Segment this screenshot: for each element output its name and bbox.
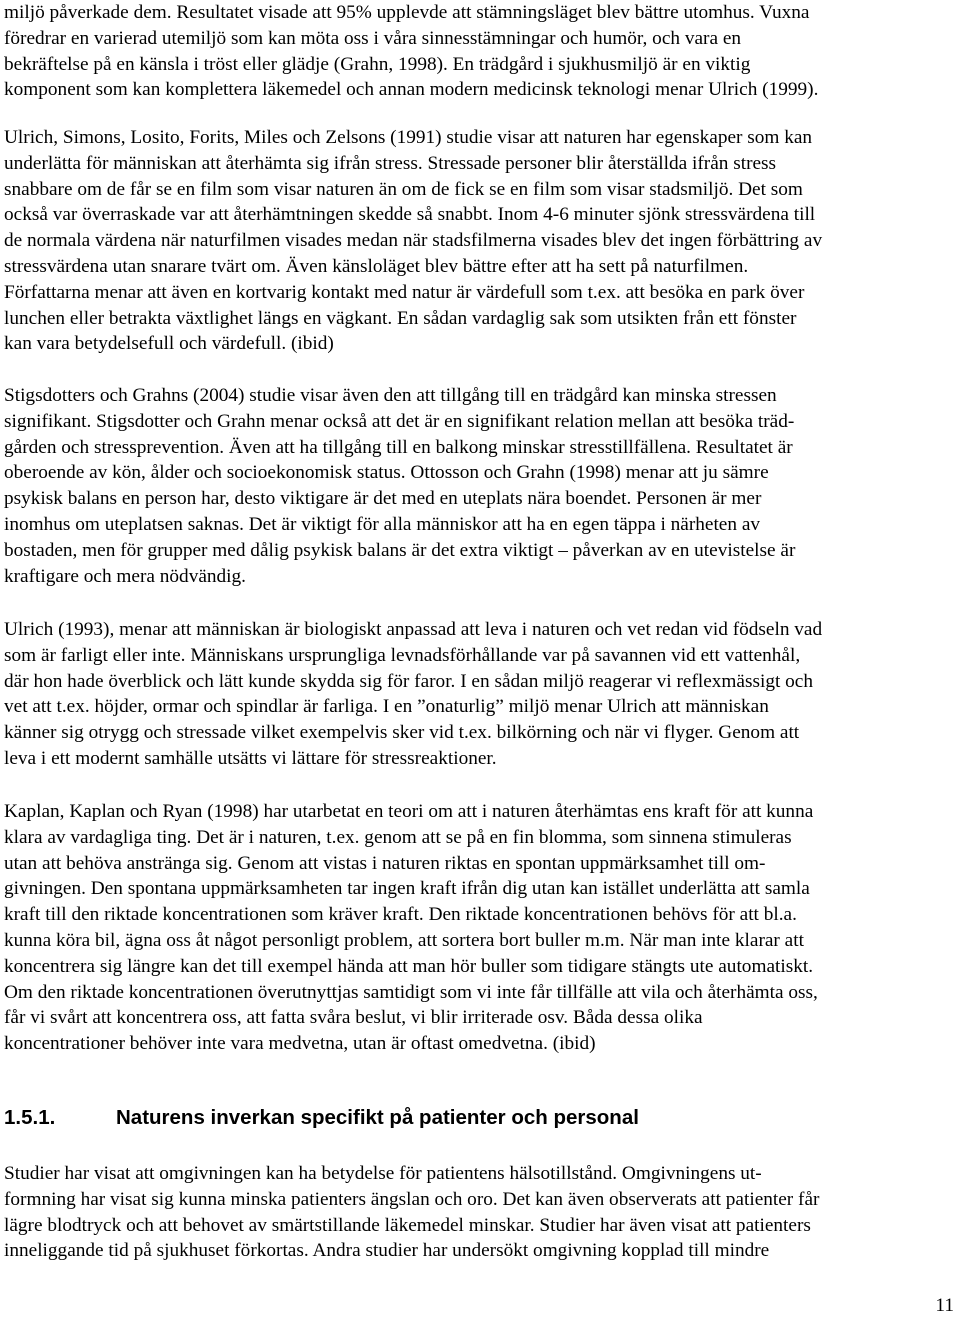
text-line: Ulrich (1993), menar att människan är biologiskt anpassad att leva i naturen och vet redan vid födseln vad [4, 619, 823, 640]
text-line: inneliggande tid på sjukhuset förkortas. Andra studier har undersökt omgivning kopplad till mindre [4, 1240, 770, 1262]
section-heading [4, 1104, 904, 1132]
text-line: miljö påverkade dem. Resultatet visade att 95% upplevde att stämningsläget blev bättre utomhus. Vuxna [4, 2, 810, 23]
paragraph-5 [4, 799, 960, 1057]
paragraph-1 [4, 0, 960, 103]
page-number: 11 [935, 1295, 954, 1316]
text-line: koncentrationer behöver inte vara medvetna, utan är oftast omedvetna. (ibid) [4, 1033, 596, 1055]
text-line: där hon hade överblick och lätt kunde skydda sig för faror. I en sådan miljö reagerar vi reflexmässigt och [4, 670, 814, 692]
text-line: kraftigare och mera nödvändig. [4, 565, 246, 587]
section-number: 1.5.1. [4, 1106, 56, 1129]
text-line: stressvärdena utan snarare tvärt om. Även känsloläget blev bättre efter att ha sett på naturfilmen. [4, 255, 749, 277]
text-line: psykisk balans en person har, desto viktigare är det med en uteplats nära boendet. Personen är mer [4, 488, 762, 510]
text-line: snabbare om de får se en film som visar naturen än om de fick se en film som visar stadsmiljö. Det som [4, 178, 803, 200]
text-line: också var överraskade var att återhämtningen skedde så snabbt. Inom 4-6 minuter sjönk stressvärdena till [4, 204, 816, 226]
text-line: föredrar en varierad utemiljö som kan möta oss i våra sinnesstämningar och humör, och vara en [4, 27, 742, 49]
text-line: leva i ett modernt samhälle utsätts vi lättare för stressreaktioner. [4, 747, 497, 769]
text-line: känner sig otrygg och stressade vilket exempelvis sker vid t.ex. bilkörning och när vi flyger. Genom att [4, 722, 800, 744]
text-line: formning har visat sig kunna minska patienters ängslan och oro. Det kan även observerats att patienter får [4, 1188, 820, 1210]
text-line: Studier har visat att omgivningen kan ha betydelse för patientens hälsotillstånd. Omgivningens ut- [4, 1163, 762, 1184]
text-line: vet att t.ex. höjder, ormar och spindlar är farliga. I en ”onaturlig” miljö menar Ulrich att människan [4, 696, 769, 718]
text-line: oberoende av kön, ålder och socioekonomisk status. Ottosson och Grahn (1998) menar att ju sämre [4, 462, 769, 484]
text-line: underlätta för människan att återhämta sig ifrån stress. Stressade personer blir återställda ifrån stress [4, 152, 777, 174]
paragraph-2 [4, 125, 960, 357]
paragraph-3 [4, 383, 960, 589]
text-line: bekräftelse på en känsla i tröst eller glädje (Grahn, 1998). En trädgård i sjukhusmiljö är en viktig [4, 53, 751, 75]
text-line: gården och stressprevention. Även att ha tillgång till en balkong minskar stresstillfällena. Resultatet är [4, 436, 793, 458]
paragraph-6 [4, 1161, 960, 1264]
text-line: som är farligt eller inte. Människans ursprungliga levnadsförhållande var på savannen vid ett vattenhål, [4, 644, 801, 666]
text-line: får vi svårt att koncentrera oss, att fatta svåra beslut, vi blir irriterade osv. Båda dessa olika [4, 1007, 703, 1029]
text-line: lägre blodtryck och att behovet av smärtstillande läkemedel minskar. Studier har även visat att patienters [4, 1214, 811, 1236]
text-line: koncentrera sig längre kan det till exempel hända att man hör buller som tidigare stängts ute automatiskt. [4, 955, 814, 977]
text-line: kan vara betydelsefull och värdefull. (ibid) [4, 333, 334, 355]
paragraph-4 [4, 617, 960, 772]
text-line: komponent som kan komplettera läkemedel och annan modern medicinsk teknologi menar Ulrich (1999). [4, 79, 819, 101]
text-line: Stigsdotters och Grahns (2004) studie visar även den att tillgång till en trädgård kan minska stressen [4, 385, 777, 406]
text-line: utan att behöva anstränga sig. Genom att vistas i naturen riktas en spontan uppmärksamhet till om- [4, 852, 766, 874]
text-line: Om den riktade koncentrationen överutnyttjas samtidigt som vi inte får tillfälle att vila och återhämta oss, [4, 981, 818, 1003]
text-line: Ulrich, Simons, Losito, Forits, Miles och Zelsons (1991) studie visar att naturen har egenskaper som kan [4, 127, 813, 148]
text-line: signifikant. Stigsdotter och Grahn menar också att det är en signifikant relation mellan att besöka träd- [4, 410, 795, 432]
text-line: kunna köra bil, ägna oss åt något personligt problem, att sortera bort buller m.m. När man inte klarar att [4, 929, 804, 951]
section-title: Naturens inverkan specifikt på patienter och personal [116, 1106, 639, 1129]
text-line: lunchen eller betrakta växtlighet längs en vägkant. En sådan vardaglig sak som utsikten från ett fönster [4, 307, 797, 329]
text-line: klara av vardagliga ting. Det är i naturen, t.ex. genom att se på en fin blomma, som sinnena stimuleras [4, 826, 792, 848]
text-line: de normala värdena när naturfilmen visades medan när stadsfilmerna visades blev det ingen förbättring av [4, 230, 823, 252]
text-line: givningen. Den spontana uppmärksamheten tar ingen kraft ifrån dig utan kan istället underlätta att samla [4, 878, 810, 900]
text-line: Författarna menar att även en kortvarig kontakt med natur är värdefull som t.ex. att besöka en park över [4, 281, 805, 303]
text-line: Kaplan, Kaplan och Ryan (1998) har utarbetat en teori om att i naturen återhämtas ens kraft för att kunna [4, 801, 814, 822]
text-line: inomhus om uteplatsen saknas. Det är viktigt för alla människor att ha en egen täppa i närheten av [4, 513, 761, 535]
text-line: kraft till den riktade koncentrationen som kräver kraft. Den riktade koncentrationen behövs för att bl.a. [4, 904, 797, 926]
text-line: bostaden, men för grupper med dålig psykisk balans är det extra viktigt – påverkan av en utevistelse är [4, 539, 796, 561]
